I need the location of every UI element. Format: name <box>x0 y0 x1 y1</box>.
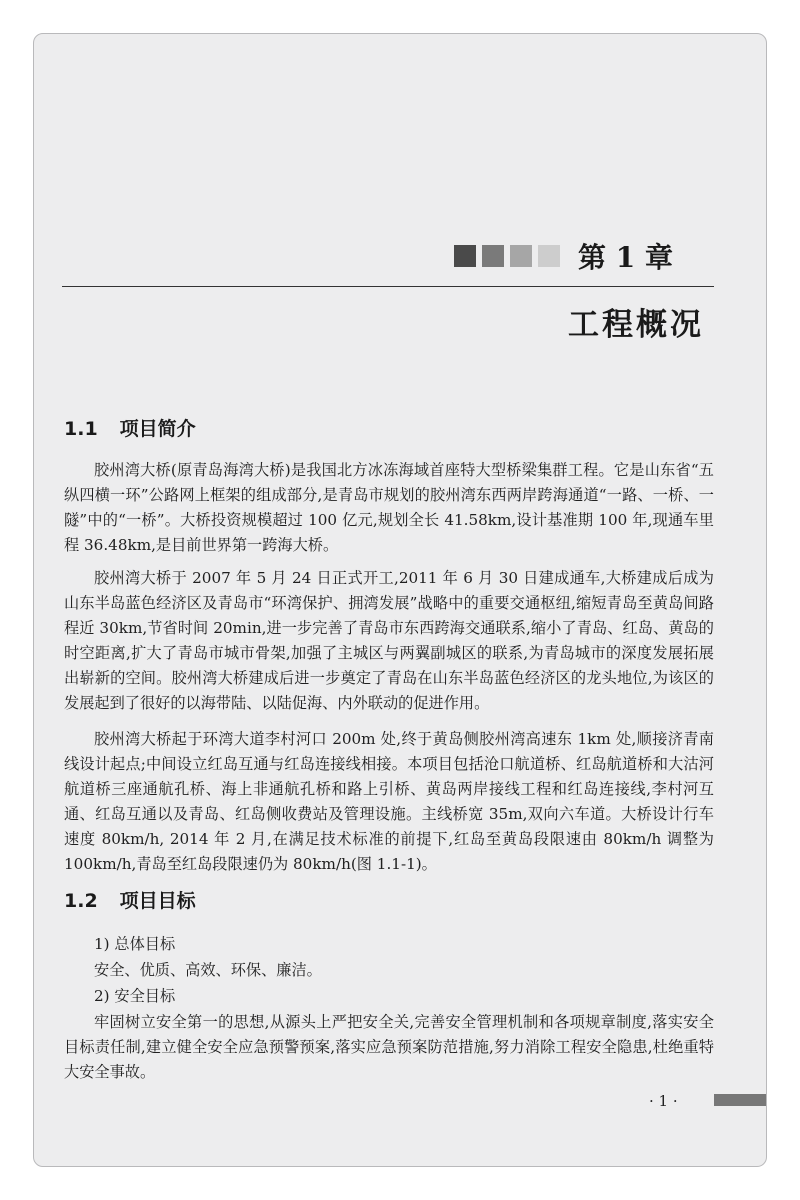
paragraph-3: 胶州湾大桥起于环湾大道李村河口 200m 处,终于黄岛侧胶州湾高速东 1km 处,顺接济青南线设计起点;中间设立红岛互通与红岛连接线相接。本项目包括沧口航道桥、红岛航道桥和大沽河航道桥三座通航孔桥、海上非通航孔桥和路上引桥、黄岛两岸接线工程和红岛连接线,李村河互通、红岛互通以及青岛、红岛侧收费站及管理设施。主线桥宽 35m,双向六车道。大桥设计行车速度 80km/h, 2014 年 2 月,在满足技术标准的前提下,红岛至黄岛段限速由 80km/h 调整为 100km/h,青岛至红岛段限速仍为 80km/h(图 1.1-1)。 <box>64 730 714 873</box>
chapter-square-2 <box>482 245 504 267</box>
page-number: · 1 · <box>649 1092 678 1110</box>
section-number: 1.2 <box>64 890 98 912</box>
chapter-label: 第 1 章 <box>578 241 673 274</box>
paragraph-2: 胶州湾大桥于 2007 年 5 月 24 日正式开工,2011 年 6 月 30 日建成通车,大桥建成后成为山东半岛蓝色经济区及青岛市“环湾保护、拥湾发展”战略中的重要交通枢纽,缩短青岛至黄岛间路程近 30km,节省时间 20min,进一步完善了青岛市东西跨海交通联系,缩小了青岛、红岛、黄岛的时空距离,扩大了青岛市城市骨架,加强了主城区与两翼副城区的联系,为青岛城市的深度发展拓展出崭新的空间。胶州湾大桥建成后进一步奠定了青岛在山东半岛蓝色经济区的龙头地位,为该区的发展起到了很好的以海带陆、以陆促海、内外联动的促进作用。 <box>64 569 714 712</box>
chapter-square-1 <box>454 245 476 267</box>
chapter-square-4 <box>538 245 560 267</box>
section-title: 项目目标 <box>119 890 196 912</box>
paragraph-1: 胶州湾大桥(原青岛海湾大桥)是我国北方冰冻海域首座特大型桥梁集群工程。它是山东省“五纵四横一环”公路网上框架的组成部分,是青岛市规划的胶州湾东西两岸跨海通道“一路、一桥、一隧”中的“一桥”。大桥投资规模超过 100 亿元,规划全长 41.58km,设计基准期 100 年,现通车里程 36.48km,是目前世界第一跨海大桥。 <box>64 461 714 554</box>
page-number-bar <box>714 1094 767 1106</box>
goal-1-label: 1) 总体目标 <box>94 935 176 953</box>
section-heading-1-1 <box>64 414 196 441</box>
chapter-square-3 <box>510 245 532 267</box>
chapter-title: 工程概况 <box>568 307 704 343</box>
book-page <box>33 33 767 1167</box>
chapter-header <box>454 236 673 276</box>
section-heading-1-2 <box>64 886 196 913</box>
section-title: 项目简介 <box>119 418 196 440</box>
chapter-divider <box>62 286 714 287</box>
section-number: 1.1 <box>64 418 98 440</box>
goal-2-paragraph: 牢固树立安全第一的思想,从源头上严把安全关,完善安全管理机制和各项规章制度,落实安全目标责任制,建立健全安全应急预警预案,落实应急预案防范措施,努力消除工程安全隐患,杜绝重特大安全事故。 <box>64 1013 714 1081</box>
goal-2-label: 2) 安全目标 <box>94 987 176 1005</box>
goal-1-text: 安全、优质、高效、环保、廉洁。 <box>94 961 322 979</box>
